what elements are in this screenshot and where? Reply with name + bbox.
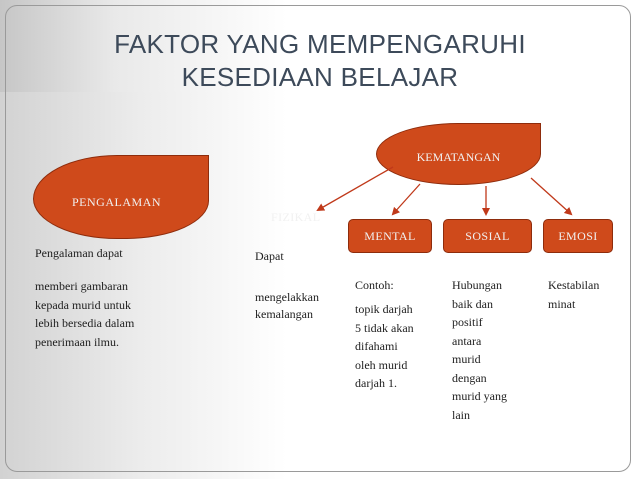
emosi-label: EMOSI	[558, 228, 598, 243]
mental-heading: Contoh:	[355, 278, 394, 292]
arrow-to-mental	[393, 184, 420, 214]
pengalaman-label: PENGALAMAN	[72, 195, 161, 209]
arrow-to-fizikal	[318, 167, 393, 210]
fizikal-heading: Dapat	[255, 249, 284, 263]
mental-body: topik darjah 5 tidak akan difahami oleh murid darjah 1.	[355, 302, 414, 390]
title-line-1: FAKTOR YANG MEMPENGARUHI	[114, 29, 526, 59]
arrow-to-emosi	[531, 178, 571, 214]
pengalaman-body: memberi gambaran kepada murid untuk lebih bersedia dalam penerimaan ilmu.	[35, 279, 135, 349]
mental-box	[348, 219, 432, 253]
sosial-label: SOSIAL	[465, 228, 510, 243]
sosial-body: Hubungan baik dan positif antara murid dengan murid yang lain	[452, 278, 507, 422]
kematangan-label: KEMATANGAN	[416, 149, 501, 164]
emosi-box	[543, 219, 613, 253]
fizikal-label: FIZIKAL	[271, 210, 321, 224]
mental-label: MENTAL	[364, 228, 416, 243]
pengalaman-heading: Pengalaman dapat	[35, 246, 123, 260]
title-line-2: KESEDIAAN BELAJAR	[181, 62, 459, 92]
sosial-box	[443, 219, 532, 253]
emosi-body: Kestabilan minat	[548, 278, 600, 311]
fizikal-body: mengelakkan kemalangan	[255, 290, 319, 321]
